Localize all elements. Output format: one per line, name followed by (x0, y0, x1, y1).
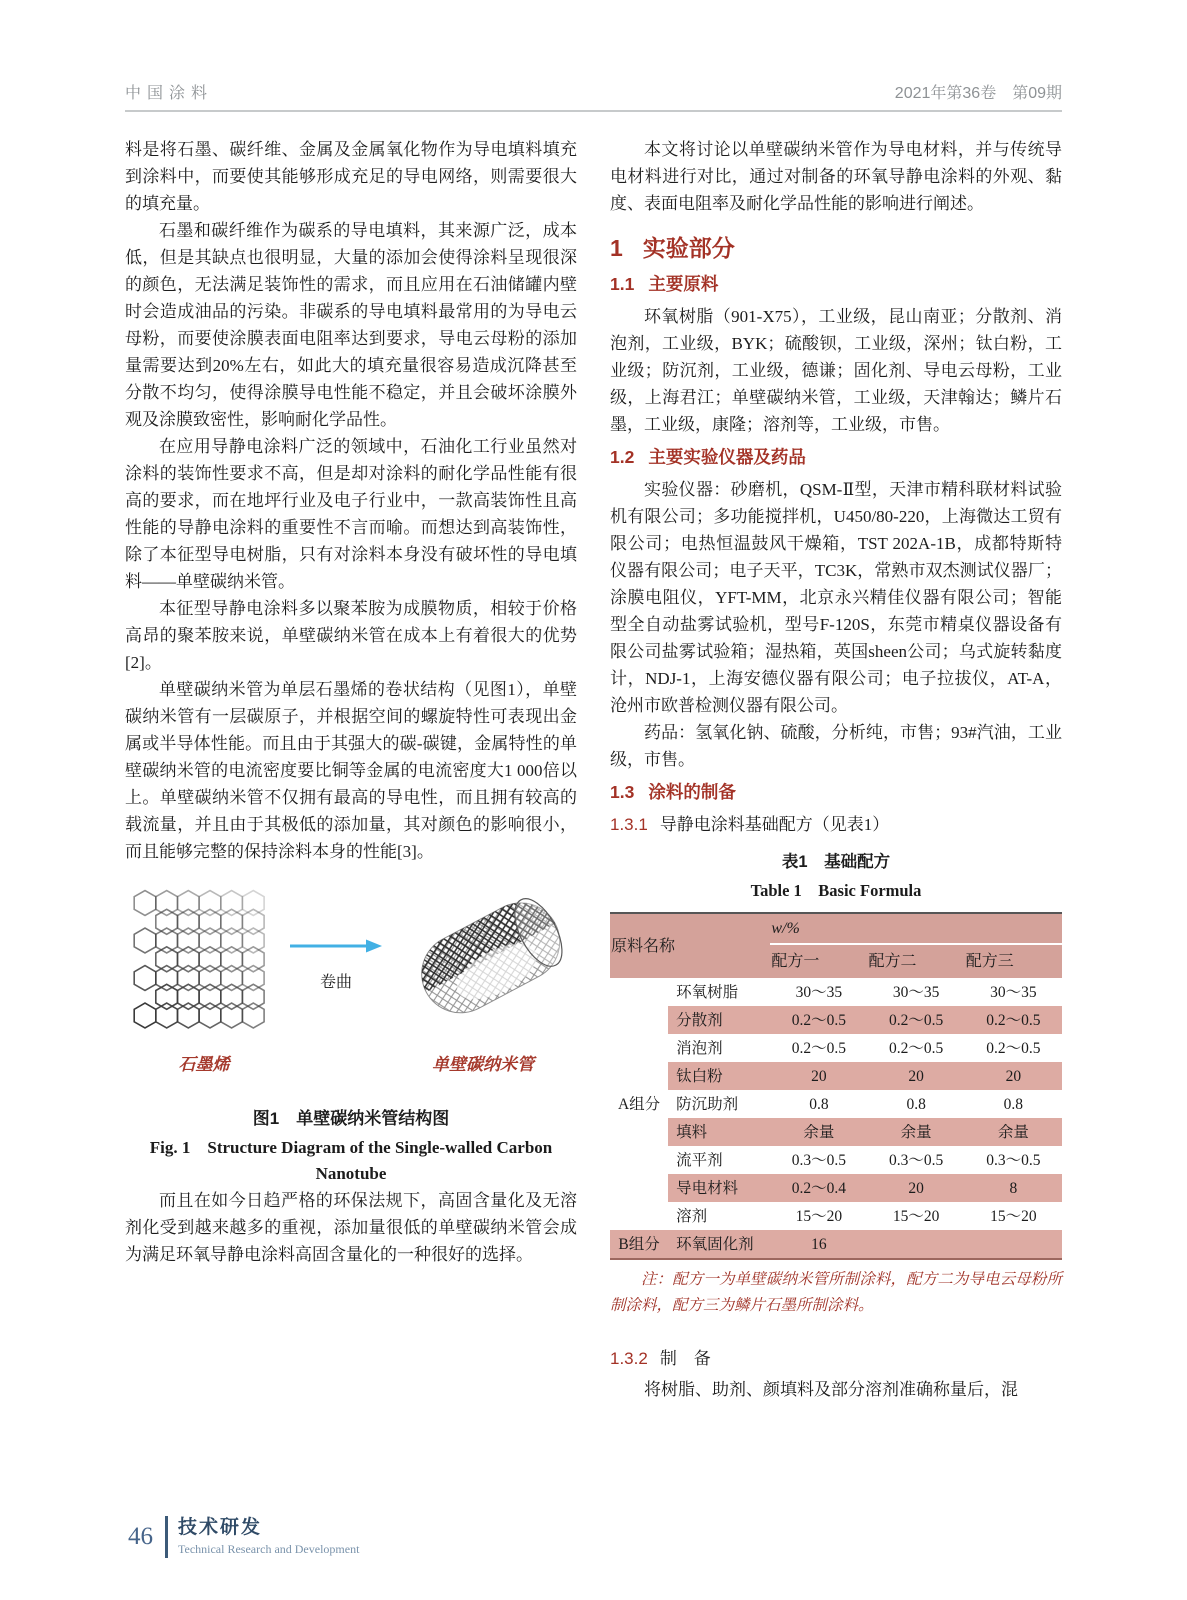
table-cell-value: 余量 (868, 1118, 965, 1146)
table-cell-value: 0.2～0.5 (965, 1006, 1062, 1034)
figure-caption (125, 1106, 577, 1187)
column-left (125, 136, 577, 1403)
table-cell-value: 15～20 (990, 1207, 1037, 1225)
table-row (610, 1174, 1062, 1202)
hexagon-cell (156, 909, 178, 934)
paragraph: 在应用导静电涂料广泛的领域中，石油化工行业虽然对涂料的装饰性要求不高，但是却对涂料的耐化学品性能有很高的要求，而在地坪行业及电子行业中，一款高装饰性且高性能的导静电涂料的重要性不言而喻。而想达到高装饰性，除了本征型导电树脂，只有对涂料本身没有破坏性的导电填料——单壁碳纳米管。 (125, 437, 577, 591)
section-number: 1.3.2 (610, 1349, 648, 1368)
nanotube-illustration (393, 887, 573, 1039)
hexagon-cell (221, 966, 243, 991)
section-number: 1.2 (610, 447, 635, 467)
table-cell-value: 30～35 (990, 983, 1037, 1001)
table-row (610, 1090, 1062, 1118)
table-cell-value: 0.8 (1003, 1095, 1024, 1113)
table-cell-material: 分散剂 (668, 1006, 770, 1034)
column-right (610, 136, 1062, 1403)
paragraph: 本文将讨论以单壁碳纳米管作为导电材料，并与传统导电材料进行对比，通过对制备的环氧导静电涂料的外观、黏度、表面电阻率及耐化学品性能的影响进行阐述。 (610, 140, 1062, 213)
table-row (610, 1146, 1062, 1174)
section-title: 制 备 (659, 1349, 711, 1368)
hexagon-cell (221, 984, 243, 1009)
hexagon-cell (134, 891, 156, 916)
table-cell-value: 0.2～0.4 (770, 1174, 867, 1202)
hexagon-cell (242, 984, 264, 1009)
table-cell-value: 0.3～0.5 (986, 1151, 1041, 1169)
table-cell-material: 防沉助剂 (676, 1095, 739, 1113)
table-cell-value: 0.3～0.5 (889, 1151, 944, 1169)
table-cell-value: 0.8 (809, 1095, 829, 1113)
hexagon-cell (199, 928, 221, 953)
running-head (125, 80, 1062, 112)
hexagon-cell (199, 909, 221, 934)
table-cell-value: 0.3～0.5 (791, 1151, 847, 1169)
page-number: 46 (128, 1523, 153, 1550)
hexagon-cell (221, 928, 243, 953)
table-group-label: B组分 (610, 1230, 668, 1259)
hexagon-cell (199, 947, 221, 972)
table-caption-cn: 表1 基础配方 (781, 853, 891, 871)
hexagon-cell (156, 947, 178, 972)
table-cell-material: 填料 (668, 1118, 770, 1146)
table-cell-value: 0.8 (906, 1095, 926, 1113)
hexagon-cell (134, 966, 156, 991)
issue-info: 2021年第36卷 第09期 (894, 85, 1062, 102)
table-caption-en: Table 1 Basic Formula (750, 881, 922, 900)
hexagon-cell (178, 928, 200, 953)
page-footer (128, 1516, 359, 1558)
section-heading-1-3 (610, 779, 1062, 806)
hexagon-cell (221, 1003, 243, 1028)
arrow-label: 卷曲 (319, 973, 352, 991)
table-cell-value: 20 (770, 1062, 867, 1090)
hexagon-cell (178, 984, 200, 1009)
section-heading-1-3-2 (610, 1345, 1062, 1372)
figure-label-nanotube: 单壁碳纳米管 (432, 1055, 534, 1074)
section-title: 主要原料 (648, 274, 719, 294)
hexagon-cell (242, 891, 264, 916)
table-header-formula-1: 配方一 (770, 944, 867, 978)
section-heading-1-2 (610, 444, 1062, 471)
hexagon-cell (242, 928, 264, 953)
hexagon-cell (221, 891, 243, 916)
footer-label-cn: 技术研发 (178, 1517, 263, 1538)
section-title: 导静电涂料基础配方（见表1） (659, 815, 890, 834)
section-heading-1 (610, 233, 1062, 263)
table-cell-material: 导电材料 (668, 1174, 770, 1202)
table-cell-value: 8 (965, 1174, 1062, 1202)
figure-caption-cn: 图1 单壁碳纳米管结构图 (252, 1109, 450, 1128)
hexagon-cell (156, 928, 178, 953)
hexagon-cell (134, 928, 156, 953)
figure-canvas (125, 887, 577, 1047)
formula-table-body (610, 978, 1062, 1259)
hexagon-cell (242, 966, 264, 991)
table-cell-value: 30～35 (892, 983, 940, 1001)
footer-divider (165, 1516, 168, 1558)
hexagon-cell (199, 891, 221, 916)
section-heading-1-3-1 (610, 811, 1062, 838)
paragraph: 环氧树脂（901-X75），工业级，昆山南亚；分散剂、消泡剂，工业级，BYK；硫酸钡，工业级，深州；钛白粉，工业级；防沉剂，工业级，德谦；固化剂、导电云母粉，工业级，上海君江；单壁碳纳米管，工业级，天津翰达；鳞片石墨，工业级，康隆；溶剂等，工业级，市售。 (610, 307, 1062, 434)
hexagon-cell (178, 909, 200, 934)
table-cell-value: 0.2～0.5 (986, 1039, 1041, 1057)
table-cell-material: 消泡剂 (676, 1039, 723, 1057)
hexagon-cell (221, 947, 243, 972)
table-group-label: A组分 (617, 1095, 661, 1113)
paragraph: 本征型导静电涂料多以聚苯胺为成膜物质，相较于价格高昂的聚苯胺来说，单壁碳纳米管在成本上有着很大的优势[2]。 (125, 599, 577, 672)
table-cell-value: 15～20 (892, 1207, 940, 1225)
table-cell-value: 0.2～0.5 (791, 1039, 847, 1057)
table-header-w: w/% (770, 913, 1062, 944)
paragraph: 料是将石墨、碳纤维、金属及金属氧化物作为导电填料填充到涂料中，而要使其能够形成充足的导电网络，则需要很大的填充量。 (125, 140, 577, 213)
table-cell-material: 环氧固化剂 (668, 1230, 770, 1259)
section-title: 实验部分 (642, 235, 735, 261)
section-number: 1.1 (610, 274, 635, 294)
hexagon-cell (199, 984, 221, 1009)
hexagon-cell (242, 909, 264, 934)
paragraph: 而且在如今日趋严格的环保法规下，高固含量化及无溶剂化受到越来越多的重视，添加量很低的单壁碳纳米管会成为满足环氧导静电涂料高固含量化的一种很好的选择。 (125, 1191, 577, 1264)
figure-1 (125, 887, 577, 1187)
table-header-formula-2: 配方二 (868, 944, 965, 978)
hexagon-cell (178, 1003, 200, 1028)
table-cell-value: 0.2～0.5 (868, 1006, 965, 1034)
footer-labels (178, 1517, 359, 1557)
table-row (610, 978, 1062, 1006)
table-cell-value: 20 (868, 1062, 965, 1090)
section-number: 1.3.1 (610, 815, 648, 834)
table-cell-value: 0.2～0.5 (889, 1039, 944, 1057)
paragraph: 单壁碳纳米管为单层石墨烯的卷状结构（见图1），单壁碳纳米管有一层碳原子，并根据空间的螺旋特性可表现出金属或半导体性能。而且由于其强大的碳-碳键，金属特性的单壁碳纳米管的电流密度要比铜等金属的电流密度大1 000倍以上。单壁碳纳米管不仅拥有最高的导电性，而且拥有较高的载流量，并且由于其极低的添加量，其对颜色的影响很小，而且能够完整的保持涂料本身的性能[3]。 (125, 680, 577, 861)
table-row (610, 1034, 1062, 1062)
table-cell-value: 30～35 (795, 983, 843, 1001)
arrow-right-icon (288, 939, 384, 953)
footer-label-en: Technical Research and Development (178, 1542, 360, 1556)
hexagon-cell (242, 947, 264, 972)
paragraph: 实验仪器：砂磨机，QSM-Ⅱ型，天津市精科联材料试验机有限公司；多功能搅拌机，U450/80-220，上海微达工贸有限公司；电热恒温鼓风干燥箱，TST 202A-1B，成都特斯特仪器有限公司；电子天平，TC3K，常熟市双杰测试仪器厂；涂膜电阻仪，YFT-MM，北京永兴精佳仪器有限公司；智能型全自动盐雾试验机，型号F-120S，东莞市精桌仪器设备有限公司盐雾试验箱；湿热箱，英国sheen公司；乌式旋转黏度计，NDJ-1，上海安德仪器有限公司；电子拉拔仪，AT-A，沧州市欧普检测仪器有限公司。 (610, 480, 1062, 715)
formula-table-head (610, 913, 1062, 978)
table-header-formula-3: 配方三 (965, 944, 1062, 978)
section-title: 涂料的制备 (648, 782, 736, 802)
table-cell-value (965, 1230, 1062, 1259)
table-caption (610, 850, 1062, 903)
table-cell-value: 0.2～0.5 (770, 1006, 867, 1034)
hexagon-cell (199, 1003, 221, 1028)
section-title: 主要实验仪器及药品 (648, 447, 806, 467)
hexagon-cell (178, 891, 200, 916)
table-cell-material: 环氧树脂 (676, 983, 739, 1001)
table-cell-material: 钛白粉 (668, 1062, 770, 1090)
hexagon-cell (156, 966, 178, 991)
table-cell-value: 15～20 (795, 1207, 843, 1225)
table-cell-value: 16 (770, 1230, 867, 1259)
journal-name: 中国涂料 (125, 85, 214, 102)
table-cell-material: 溶剂 (676, 1207, 708, 1225)
paragraph: 药品：氢氧化钠、硫酸，分析纯，市售；93#汽油，工业级，市售。 (610, 723, 1062, 769)
table-cell-value: 20 (965, 1062, 1062, 1090)
table-cell-value (868, 1230, 965, 1259)
hexagon-cell (178, 947, 200, 972)
table-cell-value: 20 (868, 1174, 965, 1202)
section-heading-1-1 (610, 271, 1062, 298)
formula-table (610, 912, 1062, 1260)
paragraph: 石墨和碳纤维作为碳系的导电填料，其来源广泛，成本低，但是其缺点也很明显，大量的添加会使得涂料呈现很深的颜色，无法满足装饰性的需求，而且应用在石油储罐内壁时会造成油品的污染。非碳系的导电填料最常用的为导电云母粉，而要使涂膜表面电阻率达到要求，导电云母粉的添加量需要达到20%左右，如此大的填充量很容易造成沉降甚至分散不均匀，使得涂膜导电性能不稳定，并且会破坏涂膜外观及涂膜致密性，影响耐化学品性。 (125, 221, 577, 429)
hexagon-cell (156, 891, 178, 916)
graphene-illustration (129, 887, 279, 1039)
table-row (610, 1230, 1062, 1259)
table-row (610, 1062, 1062, 1090)
hexagon-cell (199, 966, 221, 991)
hexagon-cell (156, 984, 178, 1009)
hexagon-cell (134, 1003, 156, 1028)
figure-caption-en: Fig. 1 Structure Diagram of the Single-walled Carbon Nanotube (149, 1138, 553, 1183)
table-cell-value: 余量 (965, 1118, 1062, 1146)
table-cell-value: 余量 (770, 1118, 867, 1146)
paragraph: 将树脂、助剂、颜填料及部分溶剂准确称量后，混 (644, 1380, 1018, 1399)
table-note: 注：配方一为单壁碳纳米管所制涂料，配方二为导电云母粉所制涂料，配方三为鳞片石墨所制涂料。 (610, 1271, 1062, 1314)
figure-label-graphene: 石墨烯 (178, 1055, 230, 1074)
hexagon-cell (221, 909, 243, 934)
section-number: 1.3 (610, 782, 635, 802)
table-row (610, 1202, 1062, 1230)
section-number: 1 (610, 235, 623, 261)
table-row (610, 1006, 1062, 1034)
hexagon-cell (178, 966, 200, 991)
figure-labels (125, 1051, 577, 1078)
hexagon-cell (156, 1003, 178, 1028)
two-column-body (125, 136, 1062, 1403)
hexagon-cell (242, 1003, 264, 1028)
table-header-material: 原料名称 (610, 913, 770, 978)
table-cell-material: 流平剂 (676, 1151, 723, 1169)
table-row (610, 1118, 1062, 1146)
